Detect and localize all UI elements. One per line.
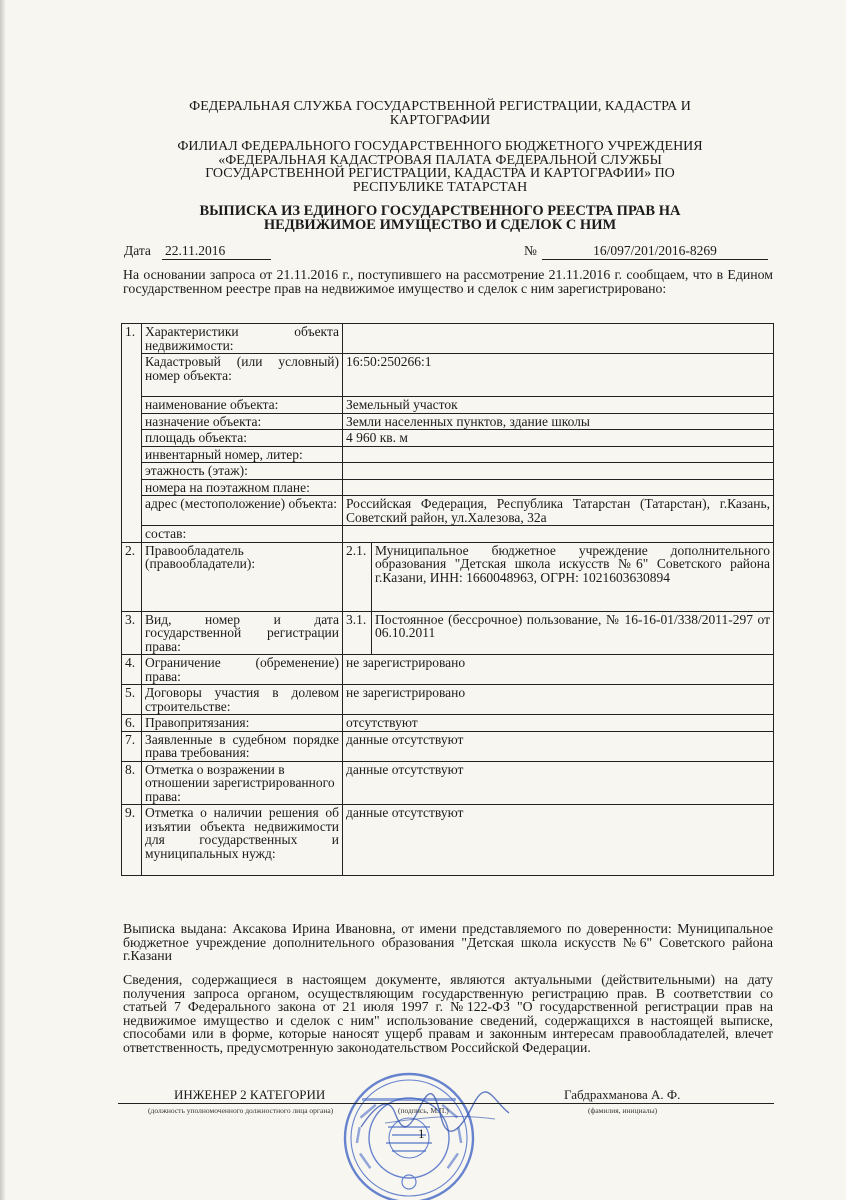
object-address: Российская Федерация, Республика Татарстан (Татарстан), г.Казань, Советский район, ул.Халезова, 32а	[343, 496, 774, 526]
row-label: Отметка о возражении в отношении зарегистрированного права:	[142, 761, 343, 805]
row-label: назначение объекта:	[142, 413, 343, 430]
row-label: адрес (местоположение) объекта:	[142, 496, 343, 526]
objection-value: данные отсутствуют	[343, 761, 774, 805]
org-name-line1: ФЕДЕРАЛЬНАЯ СЛУЖБА ГОСУДАРСТВЕННОЙ РЕГИСТРАЦИИ, КАДАСТРА И	[189, 99, 691, 114]
row-value	[343, 526, 774, 543]
row-label: Вид, номер и дата государственной регистрации права:	[142, 611, 343, 655]
scan-edge-shadow	[0, 0, 6, 1200]
section-number: 4.	[122, 655, 142, 685]
signature-line	[118, 1103, 774, 1104]
table-row	[122, 611, 774, 655]
right-registration: Постоянное (бессрочное) пользование, № 16-16-01/338/2011-297 от 06.10.2011	[372, 611, 774, 655]
table-row	[122, 354, 774, 397]
issued-to-paragraph: Выписка выдана: Аксакова Ирина Ивановна, от имени представляемого по доверенности: Муниципальное бюджетное учреждение дополнительного образования "Детская школа искусств №6" Советского района г.Казани	[123, 921, 773, 963]
table-row	[122, 446, 774, 463]
row-label: номера на поэтажном плане:	[142, 479, 343, 496]
section-number: 8.	[122, 761, 142, 805]
right-holder: Муниципальное бюджетное учреждение дополнительного образования "Детская школа искусств №6" Советского района г.Казани, ИНН: 1660048963, ОГРН: 1021603630894	[372, 542, 774, 611]
section-number: 2.	[122, 542, 142, 611]
document-title-line1: ВЫПИСКА ИЗ ЕДИНОГО ГОСУДАРСТВЕННОГО РЕЕСТРА ПРАВ НА	[199, 203, 681, 219]
object-purpose: Земли населенных пунктов, здание школы	[343, 413, 774, 430]
position-caption: (должность уполномоченного должностного лица органа)	[148, 1106, 334, 1115]
table-row	[122, 526, 774, 543]
shared-construction-value: не зарегистрировано	[343, 685, 774, 715]
date-number-row	[124, 243, 772, 261]
date-value: 22.11.2016	[162, 243, 271, 260]
object-area: 4 960 кв. м	[343, 430, 774, 447]
sign-caption: (подпись, М.П.)	[398, 1106, 449, 1115]
org-name-line2: КАРТОГРАФИИ	[389, 113, 491, 128]
table-row	[122, 463, 774, 480]
signature-block	[118, 1087, 774, 1117]
table-row	[122, 397, 774, 414]
branch-name-line2: «ФЕДЕРАЛЬНАЯ КАДАСТРОВАЯ ПАЛАТА ФЕДЕРАЛЬНОЙ СЛУЖБЫ	[218, 152, 662, 168]
cadastral-number: 16:50:250266:1	[343, 354, 774, 397]
court-claims-value: данные отсутствуют	[343, 731, 774, 761]
encumbrance-value: не зарегистрировано	[343, 655, 774, 685]
table-row	[122, 655, 774, 685]
row-label: Ограничение (обременение) права:	[142, 655, 343, 685]
signer-position: ИНЖЕНЕР 2 КАТЕГОРИИ	[174, 1087, 326, 1102]
row-label: Правопритязания:	[142, 715, 343, 732]
table-row	[122, 324, 774, 354]
document-number: 16/097/201/2016-8269	[542, 243, 768, 260]
row-label: наименование объекта:	[142, 397, 343, 414]
table-row	[122, 542, 774, 611]
row-label: Отметка о наличии решения об изъятии объекта недвижимости для государственных и муниципальных нужд:	[142, 805, 343, 876]
branch-name-line1: ФИЛИАЛ ФЕДЕРАЛЬНОГО ГОСУДАРСТВЕННОГО БЮДЖЕТНОГО УЧРЕЖДЕНИЯ	[177, 139, 703, 154]
signer-name: Габдрахманова А. Ф.	[564, 1087, 681, 1102]
table-row	[122, 685, 774, 715]
org-name	[110, 100, 770, 128]
section-number: 1.	[122, 324, 142, 543]
document-title-line2: НЕДВИЖИМОЕ ИМУЩЕСТВО И СДЕЛОК С НИМ	[263, 216, 617, 233]
document-title	[110, 205, 770, 232]
row-label: Характеристики объекта недвижимости:	[142, 324, 343, 354]
registry-table	[121, 323, 774, 876]
row-label: Заявленные в судебном порядке права требования:	[142, 731, 343, 761]
row-label: инвентарный номер, литер:	[142, 446, 343, 463]
row-label: состав:	[142, 526, 343, 543]
object-name: Земельный участок	[343, 397, 774, 414]
table-row	[122, 715, 774, 732]
section-number: 9.	[122, 805, 142, 876]
legal-notice-paragraph: Сведения, содержащиеся в настоящем документе, являются актуальными (действительными) на дату получения запроса органом, осуществляющим государственную регистрацию прав. В соответствии со статьей 7 Федерального закона от 21 июля 1997 г. №122-ФЗ "О государственной регистрации прав на недвижимое имущество и сделок с ним" использование сведений, содержащихся в настоящей выписке, способами или в форме, которые наносят ущерб правам и законным интересам правообладателей, влечет ответственность, предусмотренную законодательством Российской Федерации.	[123, 972, 773, 1055]
section-number: 6.	[122, 715, 142, 732]
section-number: 7.	[122, 731, 142, 761]
row-label: этажность (этаж):	[142, 463, 343, 480]
table-row	[122, 761, 774, 805]
row-label: Договоры участия в долевом строительстве:	[142, 685, 343, 715]
row-label: Кадастровый (или условный) номер объекта:	[142, 354, 343, 397]
row-value	[343, 479, 774, 496]
table-row	[122, 430, 774, 447]
row-label: площадь объекта:	[142, 430, 343, 447]
sub-number: 3.1.	[343, 611, 372, 655]
page-number: 1	[418, 1126, 425, 1141]
sub-number: 2.1.	[343, 542, 372, 611]
row-value	[343, 446, 774, 463]
table-row	[122, 413, 774, 430]
claims-value: отсутствуют	[343, 715, 774, 732]
branch-name-line3: ГОСУДАРСТВЕННОЙ РЕГИСТРАЦИИ, КАДАСТРА И КАРТОГРАФИИ» ПО	[205, 166, 675, 181]
branch-name	[110, 140, 770, 194]
table-row	[122, 731, 774, 761]
table-row	[122, 805, 774, 876]
table-row	[122, 496, 774, 526]
branch-name-line4: РЕСПУБЛИКЕ ТАТАРСТАН	[352, 179, 528, 195]
row-value	[343, 324, 774, 354]
row-label: Правообладатель (правообладатели):	[142, 542, 343, 611]
section-number: 3.	[122, 611, 142, 655]
name-caption: (фамилия, инициалы)	[588, 1106, 658, 1115]
section-number: 5.	[122, 685, 142, 715]
seizure-value: данные отсутствуют	[343, 805, 774, 876]
table-row	[122, 479, 774, 496]
row-value	[343, 463, 774, 480]
intro-paragraph: На основании запроса от 21.11.2016 г., поступившего на рассмотрение 21.11.2016 г. сообщаем, что в Едином государственном реестре прав на недвижимое имущество и сделок с ним зарегистрировано:	[123, 267, 773, 296]
date-label: Дата	[124, 243, 151, 258]
number-label: №	[524, 243, 537, 258]
